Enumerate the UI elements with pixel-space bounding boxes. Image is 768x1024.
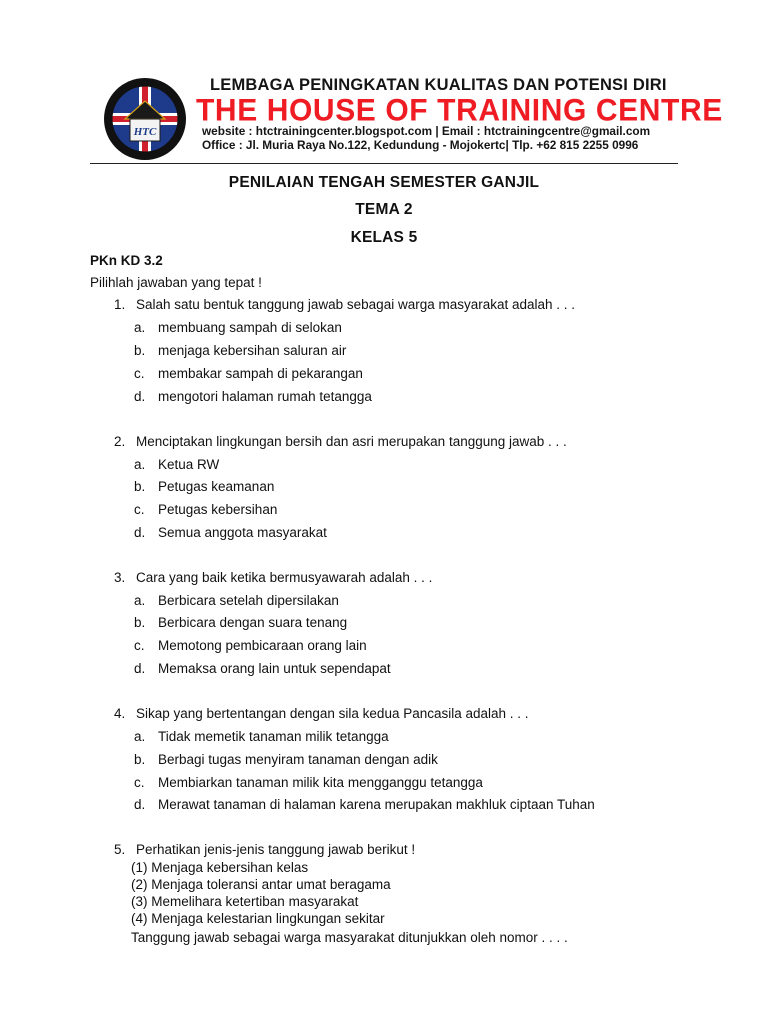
- statement-1: (1) Menjaga kebersihan kelas: [131, 860, 309, 875]
- option-text: membakar sampah di pekarangan: [158, 366, 363, 381]
- question-text: Menciptakan lingkungan bersih dan asri merupakan tanggung jawab . . .: [136, 434, 567, 449]
- option-letter: a.: [134, 457, 146, 472]
- statement-3: (3) Memelihara ketertiban masyarakat: [131, 894, 359, 909]
- question-5-prompt: Tanggung jawab sebagai warga masyarakat ditunjukkan oleh nomor . . . .: [131, 930, 568, 945]
- contact-line: website : htctrainingcenter.blogspot.com | Email : htctrainingcentre@gmail.com: [202, 124, 651, 138]
- htc-logo: [103, 77, 187, 161]
- option-text: Membiarkan tanaman milik kita mengganggu tetangga: [158, 775, 483, 790]
- logo-text: HTC: [133, 126, 157, 138]
- section-label: PKn KD 3.2: [90, 253, 163, 268]
- option-text: mengotori halaman rumah tetangga: [158, 389, 372, 404]
- statement-2: (2) Menjaga toleransi antar umat beragama: [131, 877, 391, 892]
- option-text: Petugas keamanan: [158, 479, 275, 494]
- exam-theme: TEMA 2: [355, 201, 413, 218]
- question-number: 5.: [114, 842, 126, 857]
- question-number: 2.: [114, 434, 126, 449]
- option-text: Memaksa orang lain untuk sependapat: [158, 661, 391, 676]
- instruction-text: Pilihlah jawaban yang tepat !: [90, 275, 262, 290]
- option-letter: b.: [134, 343, 146, 358]
- option-text: Tidak memetik tanaman milik tetangga: [158, 729, 389, 744]
- option-letter: b.: [134, 615, 146, 630]
- option-letter: c.: [134, 638, 145, 653]
- question-text: Perhatikan jenis-jenis tanggung jawab berikut !: [136, 842, 416, 857]
- option-letter: a.: [134, 729, 146, 744]
- institution-title: THE HOUSE OF TRAINING CENTRE: [196, 93, 723, 128]
- question-text: Salah satu bentuk tanggung jawab sebagai warga masyarakat adalah . . .: [136, 297, 576, 312]
- option-letter: c.: [134, 502, 145, 517]
- option-text: menjaga kebersihan saluran air: [158, 343, 347, 358]
- option-text: Merawat tanaman di halaman karena merupakan makhluk ciptaan Tuhan: [158, 797, 595, 812]
- question-number: 1.: [114, 297, 126, 312]
- option-text: membuang sampah di selokan: [158, 320, 342, 335]
- option-letter: b.: [134, 752, 146, 767]
- question-text: Cara yang baik ketika bermusyawarah adalah . . .: [136, 570, 433, 585]
- option-letter: d.: [134, 797, 146, 812]
- statement-4: (4) Menjaga kelestarian lingkungan sekitar: [131, 911, 385, 926]
- question-number: 4.: [114, 706, 126, 721]
- option-letter: d.: [134, 661, 146, 676]
- exam-class: KELAS 5: [350, 229, 418, 246]
- option-letter: c.: [134, 775, 145, 790]
- office-line: Office : Jl. Muria Raya No.122, Kedundung - Mojokertc| Tlp. +62 815 2255 0996: [202, 138, 639, 152]
- option-text: Petugas kebersihan: [158, 502, 278, 517]
- header-divider: [90, 163, 678, 164]
- question-number: 3.: [114, 570, 126, 585]
- option-letter: c.: [134, 366, 145, 381]
- option-letter: d.: [134, 525, 146, 540]
- question-text: Sikap yang bertentangan dengan sila kedua Pancasila adalah . . .: [136, 706, 529, 721]
- option-text: Semua anggota masyarakat: [158, 525, 327, 540]
- option-text: Berbicara dengan suara tenang: [158, 615, 348, 630]
- option-letter: d.: [134, 389, 146, 404]
- option-letter: b.: [134, 479, 146, 494]
- option-text: Ketua RW: [158, 457, 220, 472]
- exam-title: PENILAIAN TENGAH SEMESTER GANJIL: [228, 174, 540, 191]
- option-text: Berbicara setelah dipersilakan: [158, 593, 339, 608]
- option-text: Memotong pembicaraan orang lain: [158, 638, 367, 653]
- option-letter: a.: [134, 593, 146, 608]
- institution-name: LEMBAGA PENINGKATAN KUALITAS DAN POTENSI DIRI: [210, 76, 667, 94]
- option-letter: a.: [134, 320, 146, 335]
- option-text: Berbagi tugas menyiram tanaman dengan adik: [158, 752, 438, 767]
